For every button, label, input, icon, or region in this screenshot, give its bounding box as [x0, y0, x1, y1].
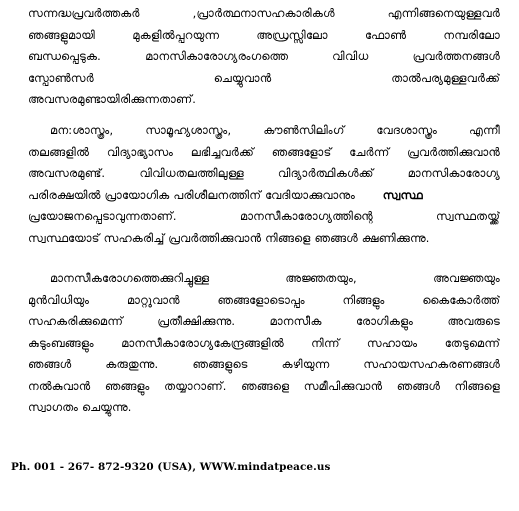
text-line: സ്വാഗതം ചെയ്യുന്നു.: [28, 401, 132, 414]
paragraph-professionals: [28, 120, 500, 249]
paragraph-invitation: [28, 268, 500, 419]
text-line-with-bold: [28, 185, 500, 207]
text-line: തലങ്ങളിൽ വിദ്യാഭ്യാസം ലഭിച്ചവർക്ക് ഞങ്ങളോട് ചേർന്ന് പ്രവർത്തിക്കുവാൻ: [28, 145, 500, 159]
text-line: ഞങ്ങൾ കരുതുന്നു. ഞങ്ങളുടെ കഴിയുന്ന സഹായസഹകരണങ്ങൾ: [28, 358, 500, 371]
text-line: കുടുംബങ്ങളും മാനസീകാരോഗ്യകേന്ദ്രങ്ങളിൽ നിന്ന് സഹായം തേടുമെന്ന്: [28, 336, 500, 350]
text-line: മാനസീകരോഗത്തെക്കുറിച്ചുള്ള അജ്ഞതയും, അവജ്ഞയും: [50, 272, 500, 285]
text-line: അവസരമുണ്ട്. വിവിധതലത്തിലുള്ള വിദ്യാർത്ഥികൾക്ക് മാനസികാരോഗ്യ: [28, 167, 500, 180]
text-line: സഹകരിക്കുമെന്ന് പ്രതീക്ഷിക്കുന്നു. മാനസീക രോഗികളും അവരുടെ: [28, 315, 500, 328]
text-line: സന്നദ്ധപ്രവർത്തകർ ,പ്രാർത്ഥനാസഹകാരികൾ എന്നിങ്ങനെയുള്ളവർ: [28, 7, 500, 20]
text-line: മന:ശാസ്ത്രം, സാമൂഹ്യശാസ്ത്രം, കൗൺസിലിംഗ് വേദശാസ്ത്രം എന്നീ: [50, 124, 500, 137]
contact-footer: Ph. 001 - 267- 872-9320 (USA), WWW.mindatpeace.us: [11, 461, 331, 473]
bold-organization-name: സ്വസ്ഥ: [382, 188, 423, 202]
text-line: നൽകുവാൻ ഞങ്ങളും തയ്യാറാണ്. ഞങ്ങളെ സമീപിക്കുവാൻ ഞങ്ങൾ നിങ്ങളെ: [28, 379, 500, 393]
text-line: സ്വസ്ഥയോട് സഹകരിച്ച് പ്രവർത്തിക്കുവാൻ നിങ്ങളെ ഞങ്ങൾ ക്ഷണിക്കുന്നു.: [28, 231, 430, 245]
text-line: മുൻവിധിയും മാറ്റുവാൻ ഞങ്ങളോടൊപ്പം നിങ്ങളും കൈകോർത്ത്: [28, 293, 500, 307]
text-line: പ്രയോജനപ്പെടാവുന്നതാണ്. മാനസീകാരോഗ്യത്തിന്റെ സ്വസ്ഥതയ്ക്ക്: [28, 210, 500, 223]
text-line: ഞങ്ങളുമായി മുകളിൽപ്പറയുന്ന അഡ്രസ്സിലോ ഫോൺ നമ്പരിലോ: [28, 28, 500, 42]
text-line-segment: പരിരക്ഷയിൽ പ്രായോഗിക പരിശീലനത്തിന് വേദിയാക്കുവാനും: [28, 188, 356, 202]
paragraph-volunteers: [28, 3, 500, 111]
text-line: അവസരമുണ്ടായിരിക്കുന്നതാണ്.: [28, 93, 197, 106]
text-line: സ്പോൺസർ ചെയ്യുവാൻ താൽപര്യമുള്ളവർക്ക്: [28, 71, 500, 85]
text-line: ബന്ധപ്പെടുക. മാനസികാരോഗ്യരംഗത്തെ വിവിധ പ്രവർത്തനങ്ങൾ: [28, 50, 500, 63]
